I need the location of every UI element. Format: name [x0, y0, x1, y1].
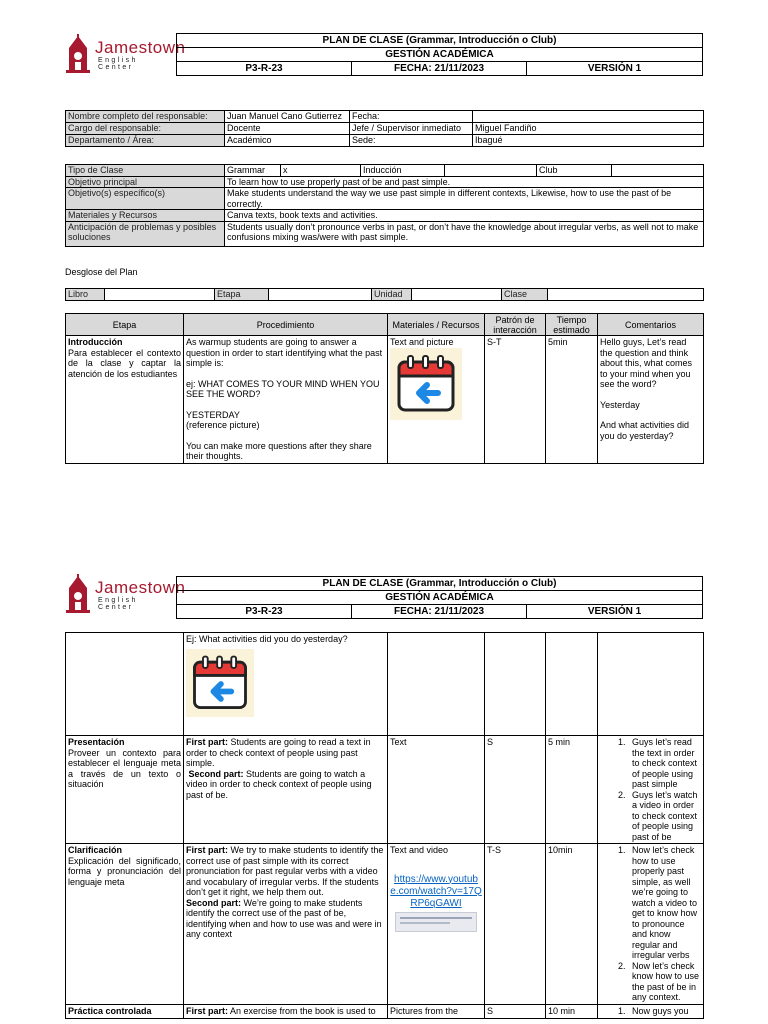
practica-comentarios — [598, 1004, 704, 1018]
presentacion-procedimiento — [184, 736, 388, 844]
table-row — [66, 736, 704, 844]
presentacion-second: Students are going to watch a video in order to check context of people using past of be. — [186, 768, 372, 800]
responsable-table — [65, 110, 704, 147]
grammar-mark: x — [281, 165, 361, 177]
doc-header-page2 — [176, 576, 703, 619]
etapa-value — [269, 289, 372, 301]
clase-table — [65, 164, 704, 247]
clase-label: Clase — [502, 289, 548, 301]
clarificacion-c2: 2. Now let’s check know how to use the past of be in any context. — [628, 961, 701, 1003]
cargo-label: Cargo del responsable: — [66, 123, 225, 135]
unidad-label: Unidad — [372, 289, 412, 301]
name-label: Nombre completo del responsable: — [66, 111, 225, 123]
presentacion-first-label: First part: — [186, 737, 229, 747]
header-tiempo: Tiempo estimado — [546, 314, 598, 336]
intro-etapa — [66, 336, 184, 464]
table-row — [66, 1004, 704, 1018]
practica-title: Práctica controlada — [68, 1005, 152, 1016]
sede-label: Sede: — [350, 135, 473, 147]
fecha-label: Fecha: — [350, 111, 473, 123]
doc-title: PLAN DE CLASE (Grammar, Introducción o Club) — [177, 34, 703, 48]
header-materiales: Materiales / Recursos — [388, 314, 485, 336]
practica-etapa — [66, 1004, 184, 1018]
induccion-label: Inducción — [361, 165, 445, 177]
intro-materiales — [388, 336, 485, 464]
anticipacion-value: Students usually don’t pronounce verbs in past, or don’t have the knowledge about irregular verbs, as well not to make confusions mixing was/were with past simple. — [225, 221, 704, 246]
doc-code: P3-R-23 — [177, 62, 352, 76]
obj-especifico-value: Make students understand the way we use past simple in different contexts, Likewise, how to use the past of be correctly. — [225, 188, 704, 210]
practica-first-label: First part: — [186, 1005, 229, 1016]
materiales-value: Canva texts, book texts and activities. — [225, 210, 704, 222]
libro-label: Libro — [66, 289, 105, 301]
intro-p3: YESTERDAY — [186, 409, 240, 420]
club-value — [612, 165, 704, 177]
header-patron: Patrón de interacción — [485, 314, 546, 336]
intro-patron: S-T — [485, 336, 546, 464]
practica-first: An exercise from the book is used to — [228, 1005, 376, 1016]
practica-materiales: Pictures from the — [388, 1004, 485, 1018]
practica-patron: S — [485, 1004, 546, 1018]
intro-c2: Yesterday — [600, 399, 640, 410]
clarificacion-first-label: First part: — [186, 845, 229, 855]
sede-value: Ibagué — [473, 135, 704, 147]
calendar-back-icon — [186, 649, 254, 717]
intro-title: Introducción — [68, 337, 123, 347]
presentacion-second-label: Second part: — [188, 768, 244, 779]
header-comentarios: Comentarios — [598, 314, 704, 336]
table-row — [66, 844, 704, 1005]
practica-c1: 1. Now guys you — [628, 1006, 701, 1017]
intro-p5: You can make more questions after they share their thoughts. — [186, 440, 372, 461]
obj-especifico-label: Objetivo(s) específico(s) — [66, 188, 225, 210]
doc-dept: GESTIÓN ACADÉMICA — [177, 48, 703, 62]
presentacion-first: Students are going to read a text in order to check context of people using past simple. — [186, 737, 371, 768]
brand-subtitle: English Center — [98, 57, 138, 71]
intro-p1: As warmup students are going to answer a question in order to start identifying what the past simple is: — [186, 337, 383, 368]
presentacion-patron: S — [485, 736, 546, 844]
cont-patron — [485, 633, 546, 736]
clarificacion-c1: 1. Now let’s check how to use properly past simple, as well we’re going to watch a video to get to know how to pronounce and know regular and irregular verbs — [628, 845, 701, 961]
cont-etapa — [66, 633, 184, 736]
cargo-value: Docente — [225, 123, 350, 135]
intro-tiempo: 5min — [546, 336, 598, 464]
plan-table-page2 — [65, 632, 704, 1019]
intro-c3: And what activities did you do yesterday? — [600, 420, 690, 441]
obj-principal-label: Objetivo principal — [66, 176, 225, 188]
plan-table-page1 — [65, 313, 704, 464]
tipo-label: Tipo de Clase — [66, 165, 225, 177]
doc-version: VERSIÓN 1 — [527, 62, 703, 76]
jamestown-logo — [65, 34, 186, 74]
clarificacion-tiempo: 10min — [546, 844, 598, 1005]
clarificacion-materiales — [388, 844, 485, 1005]
intro-comentarios — [598, 336, 704, 464]
table-row — [66, 336, 704, 464]
youtube-link[interactable]: https://www.youtube.com/watch?v=17QRP6qGAWI — [390, 873, 482, 909]
cont-comentarios — [598, 633, 704, 736]
doc-date: FECHA: 21/11/2023 — [352, 62, 527, 76]
brand-subtitle: English Center — [98, 597, 138, 611]
clarificacion-comentarios — [598, 844, 704, 1005]
table-row — [66, 633, 704, 736]
jefe-value: Miguel Fandiño — [473, 123, 704, 135]
doc-header — [176, 33, 703, 76]
clarificacion-second: We’re going to make students identify the correct use of the past of be, identifying when and how to use was and were in any context — [186, 897, 382, 939]
presentacion-desc: Proveer un contexto para establecer el lenguaje meta a través de un texto o situación — [68, 747, 181, 789]
video-thumbnail — [395, 912, 477, 932]
cont-materiales — [388, 633, 485, 736]
materiales-label: Materiales y Recursos — [66, 210, 225, 222]
brand-name: Jamestown — [95, 578, 186, 597]
dep-label: Departamento / Área: — [66, 135, 225, 147]
intro-c1: Hello guys, Let’s read the question and think about this, what comes to your mind when you see the word? — [600, 337, 693, 389]
name-value: Juan Manuel Cano Gutierrez — [225, 111, 350, 123]
clarificacion-materiales-text: Text and video — [390, 845, 449, 855]
clarificacion-etapa — [66, 844, 184, 1005]
intro-desc: Para establecer el contexto de la clase y captar la atención de los estudiantes — [68, 347, 181, 379]
practica-procedimiento — [184, 1004, 388, 1018]
brand-name: Jamestown — [95, 38, 186, 57]
clarificacion-desc: Explicación del significado, forma y pronunciación del lenguaje meta — [68, 855, 181, 887]
club-label: Club — [537, 165, 612, 177]
presentacion-tiempo: 5 min — [546, 736, 598, 844]
practica-tiempo: 10 min — [546, 1004, 598, 1018]
header-etapa: Etapa — [66, 314, 184, 336]
clarificacion-procedimiento — [184, 844, 388, 1005]
presentacion-comentarios — [598, 736, 704, 844]
doc-code: P3-R-23 — [177, 605, 352, 619]
clase-value — [548, 289, 704, 301]
libro-value — [105, 289, 215, 301]
jefe-label: Jefe / Supervisor inmediato — [350, 123, 473, 135]
cont-procedimiento — [184, 633, 388, 736]
clarificacion-title: Clarificación — [68, 845, 123, 855]
doc-title: PLAN DE CLASE (Grammar, Introducción o Club) — [177, 577, 703, 591]
grammar-label: Grammar — [225, 165, 281, 177]
doc-dept: GESTIÓN ACADÉMICA — [177, 591, 703, 605]
cont-tiempo — [546, 633, 598, 736]
induccion-value — [445, 165, 537, 177]
clarificacion-patron: T-S — [485, 844, 546, 1005]
header-procedimiento: Procedimiento — [184, 314, 388, 336]
clarificacion-second-label: Second part: — [186, 897, 242, 908]
presentacion-etapa — [66, 736, 184, 844]
intro-p4: (reference picture) — [186, 420, 260, 430]
cont-text: Ej: What activities did you do yesterday? — [186, 634, 348, 644]
doc-date: FECHA: 21/11/2023 — [352, 605, 527, 619]
tower-icon — [65, 574, 91, 614]
presentacion-materiales: Text — [388, 736, 485, 844]
anticipacion-label: Anticipación de problemas y posibles soluciones — [66, 221, 225, 246]
intro-p2: ej: WHAT COMES TO YOUR MIND WHEN YOU SEE THE WORD? — [186, 378, 380, 399]
jamestown-logo-page2 — [65, 574, 186, 614]
tower-icon — [65, 34, 91, 74]
clarificacion-first: We try to make students to identify the correct use of past simple with its correct pronunciation for past regular verbs with a video and vocabulary of irregular verbs. If the students don’t get it right, we help them out. — [186, 845, 384, 897]
etapa-label: Etapa — [215, 289, 269, 301]
desglose-title: Desglose del Plan — [65, 267, 138, 277]
obj-principal-value: To learn how to use properly past of be and past simple. — [225, 176, 704, 188]
presentacion-title: Presentación — [68, 737, 125, 747]
desglose-table — [65, 288, 704, 301]
dep-value: Académico — [225, 135, 350, 147]
fecha-value — [473, 111, 704, 123]
presentacion-c1: 1. Guys let’s read the text in order to check context of people using past simple — [628, 737, 701, 790]
calendar-back-icon — [390, 348, 462, 420]
intro-materiales-text: Text and picture — [390, 337, 454, 347]
intro-procedimiento — [184, 336, 388, 464]
presentacion-c2: 2. Guys let’s watch a video in order to check context of people using past of be — [628, 790, 701, 843]
unidad-value — [412, 289, 502, 301]
doc-version: VERSIÓN 1 — [527, 605, 703, 619]
